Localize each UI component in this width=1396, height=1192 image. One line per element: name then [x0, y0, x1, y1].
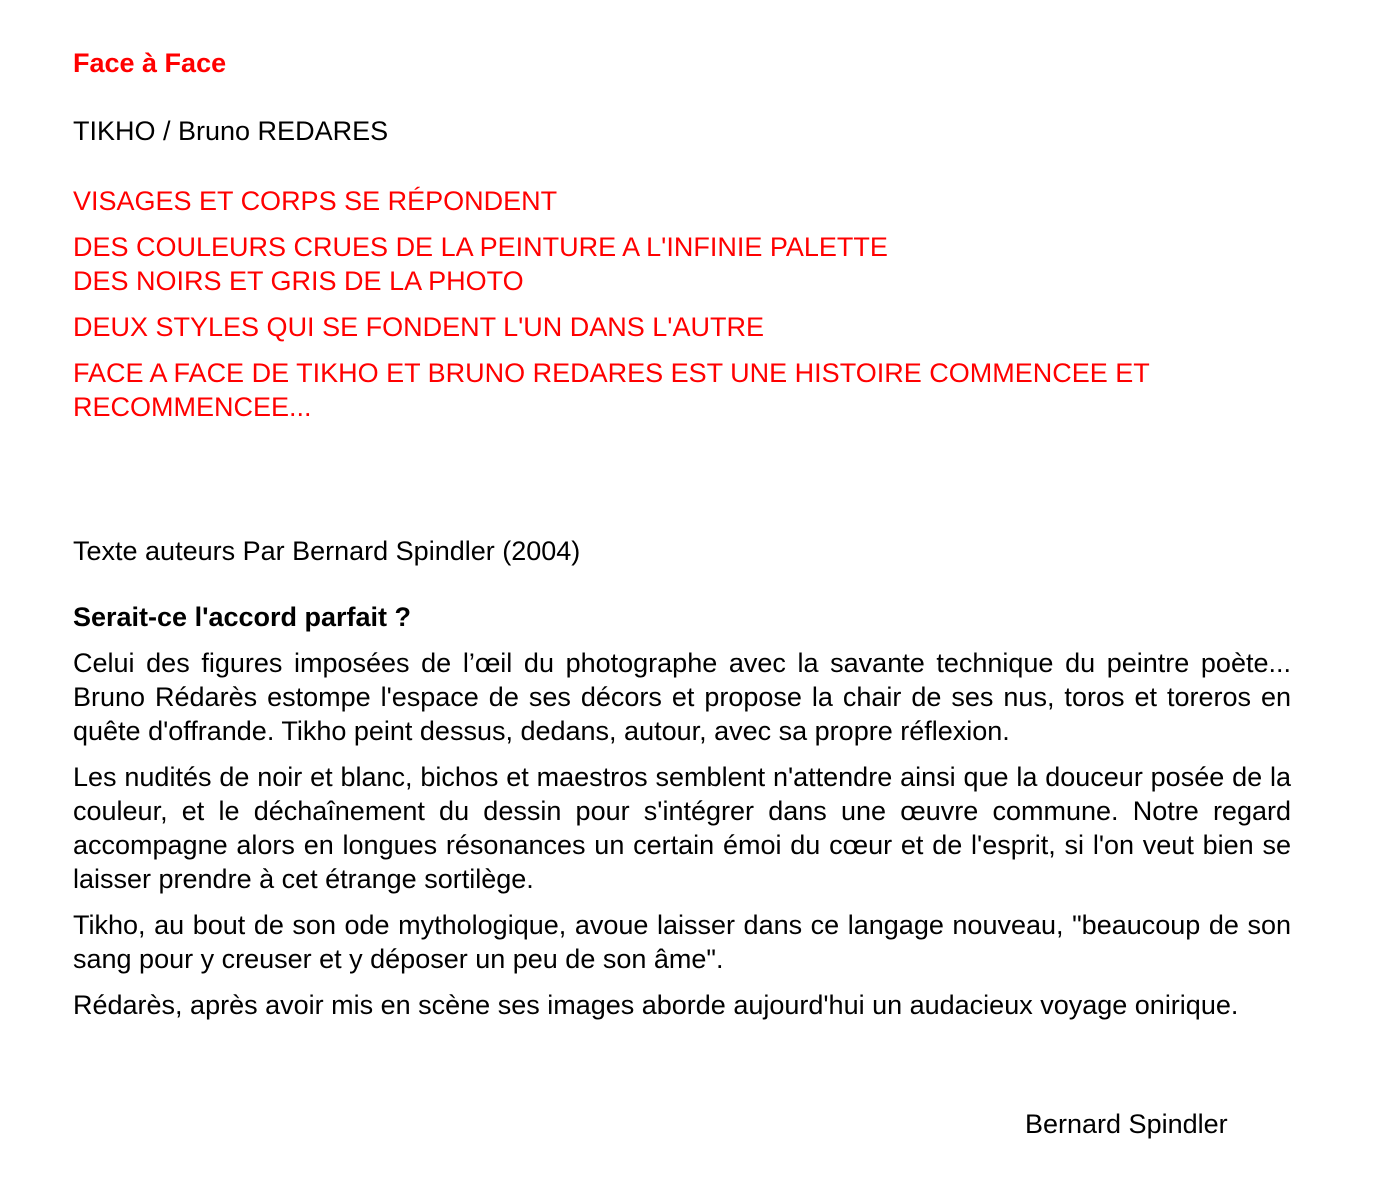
article-signature: Bernard Spindler [1025, 1109, 1228, 1139]
article-body [73, 646, 1291, 1022]
intro-line: DEUX STYLES QUI SE FONDENT L'UN DANS L'AUTRE [73, 312, 764, 342]
article-paragraph: Tikho, au bout de son ode mythologique, avoue laisser dans ce langage nouveau, "beaucoup de son sang pour y creuser et y déposer un peu de son âme". [73, 910, 1291, 974]
article-paragraph: Celui des figures imposées de l’œil du photographe avec la savante technique du peintre poète... Bruno Rédarès estompe l'espace de ses décors et propose la chair de ses nus, toros et toreros en quête d'offrande. Tikho peint dessus, dedans, autour, avec sa propre réflexion. [73, 648, 1291, 746]
document-title: Face à Face [73, 48, 227, 78]
article-paragraph: Rédarès, après avoir mis en scène ses images aborde aujourd'hui un audacieux voyage onirique. [73, 990, 1239, 1020]
intro-line: DES COULEURS CRUES DE LA PEINTURE A L'INFINIE PALETTE [73, 232, 888, 262]
intro-line: FACE A FACE DE TIKHO ET BRUNO REDARES EST UNE HISTOIRE COMMENCEE ET RECOMMENCEE... [73, 358, 1150, 422]
intro-statement [73, 184, 1291, 424]
article-subhead: Serait-ce l'accord parfait ? [73, 602, 412, 632]
document-authors: TIKHO / Bruno REDARES [73, 116, 389, 146]
article-paragraph: Les nudités de noir et blanc, bichos et maestros semblent n'attendre ainsi que la douceur posée de la couleur, et le déchaînement du dessin pour s'intégrer dans une œuvre commune. Notre regard accompagne alors en longues résonances un certain émoi du cœur et de l'esprit, si l'on veut bien se laisser prendre à cet étrange sortilège. [73, 762, 1291, 894]
intro-line: VISAGES ET CORPS SE RÉPONDENT [73, 186, 558, 216]
intro-line-group [73, 230, 1291, 298]
intro-line: DES NOIRS ET GRIS DE LA PHOTO [73, 266, 524, 296]
article-by-line: Texte auteurs Par Bernard Spindler (2004) [73, 536, 581, 566]
document-content [73, 46, 1291, 1034]
